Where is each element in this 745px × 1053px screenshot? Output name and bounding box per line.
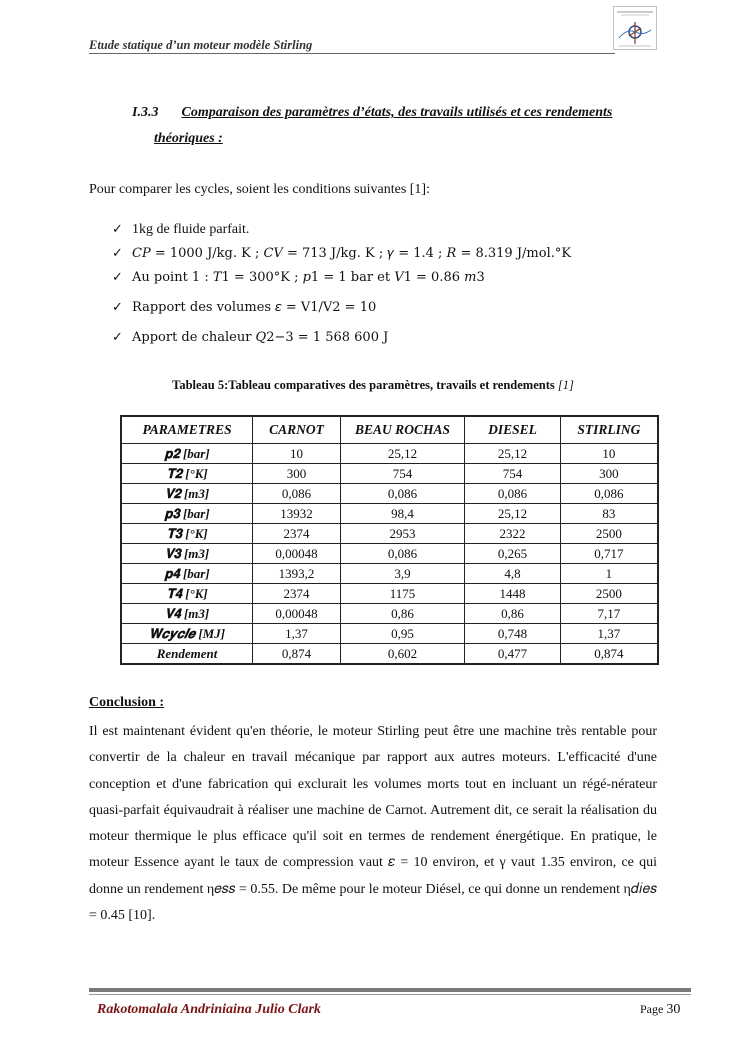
condition-item	[112, 218, 571, 242]
checkmark-icon: ✓	[112, 222, 123, 237]
parameter-cell: 𝐓𝟐 [°K]	[121, 464, 253, 484]
parameter-cell: Rendement	[121, 644, 253, 665]
header-rule	[89, 53, 615, 54]
table-body	[121, 444, 658, 665]
value-cell: 1	[560, 564, 658, 584]
table-row	[121, 504, 658, 524]
value-cell: 0,717	[560, 544, 658, 564]
footer-rule-thick	[89, 988, 691, 992]
value-cell: 25,12	[465, 444, 561, 464]
intro-paragraph: Pour comparer les cycles, soient les conditions suivantes [1]:	[89, 182, 430, 197]
value-cell: 1175	[340, 584, 464, 604]
parameter-cell: 𝐓𝟑 [°K]	[121, 524, 253, 544]
page-number-value: 30	[666, 1002, 681, 1017]
condition-item	[112, 266, 571, 290]
value-cell: 2953	[340, 524, 464, 544]
conditions-list	[112, 218, 571, 350]
column-header: CARNOT	[253, 416, 341, 444]
value-cell: 2322	[465, 524, 561, 544]
value-cell: 25,12	[465, 504, 561, 524]
checkmark-icon: ✓	[112, 330, 123, 345]
value-cell: 0,748	[465, 624, 561, 644]
table-caption-ref: [1]	[557, 378, 574, 392]
column-header: PARAMETRES	[121, 416, 253, 444]
condition-text: Rapport des volumes 𝜀 = V1/V2 = 10	[132, 300, 377, 315]
value-cell: 10	[560, 444, 658, 464]
checkmark-icon: ✓	[112, 300, 123, 315]
value-cell: 2500	[560, 524, 658, 544]
footer-author: Rakotomalala Andriniaina Julio Clark	[97, 1002, 321, 1017]
value-cell: 2374	[253, 524, 341, 544]
column-header: BEAU ROCHAS	[340, 416, 464, 444]
value-cell: 25,12	[340, 444, 464, 464]
footer-rule-thin	[89, 994, 691, 995]
parameter-cell: 𝐓𝟒 [°K]	[121, 584, 253, 604]
value-cell: 0,086	[560, 484, 658, 504]
value-cell: 0,086	[340, 544, 464, 564]
value-cell: 0,874	[560, 644, 658, 665]
parameter-cell: 𝐩𝟒 [bar]	[121, 564, 253, 584]
value-cell: 0,00048	[253, 604, 341, 624]
condition-text: Au point 1 : 𝑇1 = 300°K ; 𝑝1 = 1 bar et 𝑉1 = 0.86 𝑚3	[132, 270, 485, 285]
section-title-line2: théoriques :	[154, 131, 223, 146]
parameter-cell: 𝐕𝟒 [m3]	[121, 604, 253, 624]
value-cell: 0,86	[340, 604, 464, 624]
table-row	[121, 544, 658, 564]
table-row	[121, 644, 658, 665]
value-cell: 1,37	[560, 624, 658, 644]
value-cell: 0,265	[465, 544, 561, 564]
value-cell: 0,874	[253, 644, 341, 665]
table-row	[121, 464, 658, 484]
table-row	[121, 524, 658, 544]
table-caption	[89, 378, 657, 393]
value-cell: 4,8	[465, 564, 561, 584]
page-label: Page	[640, 1002, 664, 1016]
value-cell: 1448	[465, 584, 561, 604]
column-header: STIRLING	[560, 416, 658, 444]
value-cell: 754	[340, 464, 464, 484]
value-cell: 0,086	[253, 484, 341, 504]
table-row	[121, 564, 658, 584]
parameter-cell: 𝐖𝒄𝒚𝒄𝒍𝒆 [MJ]	[121, 624, 253, 644]
comparison-table	[120, 415, 659, 665]
section-number: I.3.3	[132, 105, 159, 120]
value-cell: 300	[253, 464, 341, 484]
value-cell: 13932	[253, 504, 341, 524]
table-caption-text: Tableau 5:Tableau comparatives des paramètres, travails et rendements	[172, 378, 555, 392]
table-row	[121, 604, 658, 624]
value-cell: 0,602	[340, 644, 464, 665]
checkmark-icon: ✓	[112, 246, 123, 261]
value-cell: 2374	[253, 584, 341, 604]
condition-text: 𝐶𝑃 = 1000 J/kg. K ; 𝐶𝑉 = 713 J/kg. K ; 𝛾 = 1.4 ; 𝑅 = 8.319 J/mol.°K	[132, 246, 572, 261]
value-cell: 1393,2	[253, 564, 341, 584]
condition-text: Apport de chaleur 𝑄2−3 = 1 568 600 J	[132, 330, 389, 345]
value-cell: 0,086	[465, 484, 561, 504]
value-cell: 3,9	[340, 564, 464, 584]
value-cell: 0,00048	[253, 544, 341, 564]
table-header-row	[121, 416, 658, 444]
parameter-cell: 𝐩𝟑 [bar]	[121, 504, 253, 524]
value-cell: 0,86	[465, 604, 561, 624]
condition-item	[112, 242, 571, 266]
value-cell: 2500	[560, 584, 658, 604]
institution-logo	[613, 6, 657, 50]
column-header: DIESEL	[465, 416, 561, 444]
section-heading	[132, 100, 657, 152]
value-cell: 0,95	[340, 624, 464, 644]
value-cell: 754	[465, 464, 561, 484]
parameter-cell: 𝐕𝟐 [m3]	[121, 484, 253, 504]
table-row	[121, 484, 658, 504]
condition-item	[112, 290, 571, 326]
running-header-title: Etude statique d’un moteur modèle Stirling	[89, 38, 313, 52]
conclusion-title: Conclusion :	[89, 695, 165, 710]
parameter-cell: 𝐕𝟑 [m3]	[121, 544, 253, 564]
value-cell: 1,37	[253, 624, 341, 644]
parameter-cell: 𝐩𝟐 [bar]	[121, 444, 253, 464]
table-row	[121, 624, 658, 644]
section-title-line1: Comparaison des paramètres d’états, des travails utilisés et ces rendements	[181, 105, 613, 120]
value-cell: 83	[560, 504, 658, 524]
table-row	[121, 444, 658, 464]
value-cell: 7,17	[560, 604, 658, 624]
checkmark-icon: ✓	[112, 270, 123, 285]
page-number	[640, 1002, 680, 1018]
value-cell: 0,086	[340, 484, 464, 504]
value-cell: 10	[253, 444, 341, 464]
condition-text: 1kg de fluide parfait.	[132, 222, 250, 237]
value-cell: 98,4	[340, 504, 464, 524]
condition-item	[112, 326, 571, 350]
conclusion-paragraph: Il est maintenant évident qu'en théorie, le moteur Stirling peut être une machine très rentable pour convertir de la chaleur en travail mécanique par rapport aux autres moteurs. L'efficacité d'une conception et d'une fabrication qui exclurait les volumes morts tout en incluant un régé-nérateur quasi-parfait équivaudrait à réaliser une machine de Carnot. Autrement dit, ce serait la réalisation du moteur thermique le plus efficace qu'il soit en termes de rendement énergétique. En pratique, le moteur Essence ayant le taux de compression vaut 𝜀 = 10 environ, et γ vaut 1.35 environ, ce qui donne un rendement η𝑒𝑠𝑠 = 0.55. De même pour le moteur Diésel, ce qui donne un rendement η𝑑𝑖𝑒𝑠 = 0.45 [10].	[89, 724, 657, 924]
table-row	[121, 584, 658, 604]
value-cell: 0,477	[465, 644, 561, 665]
value-cell: 300	[560, 464, 658, 484]
